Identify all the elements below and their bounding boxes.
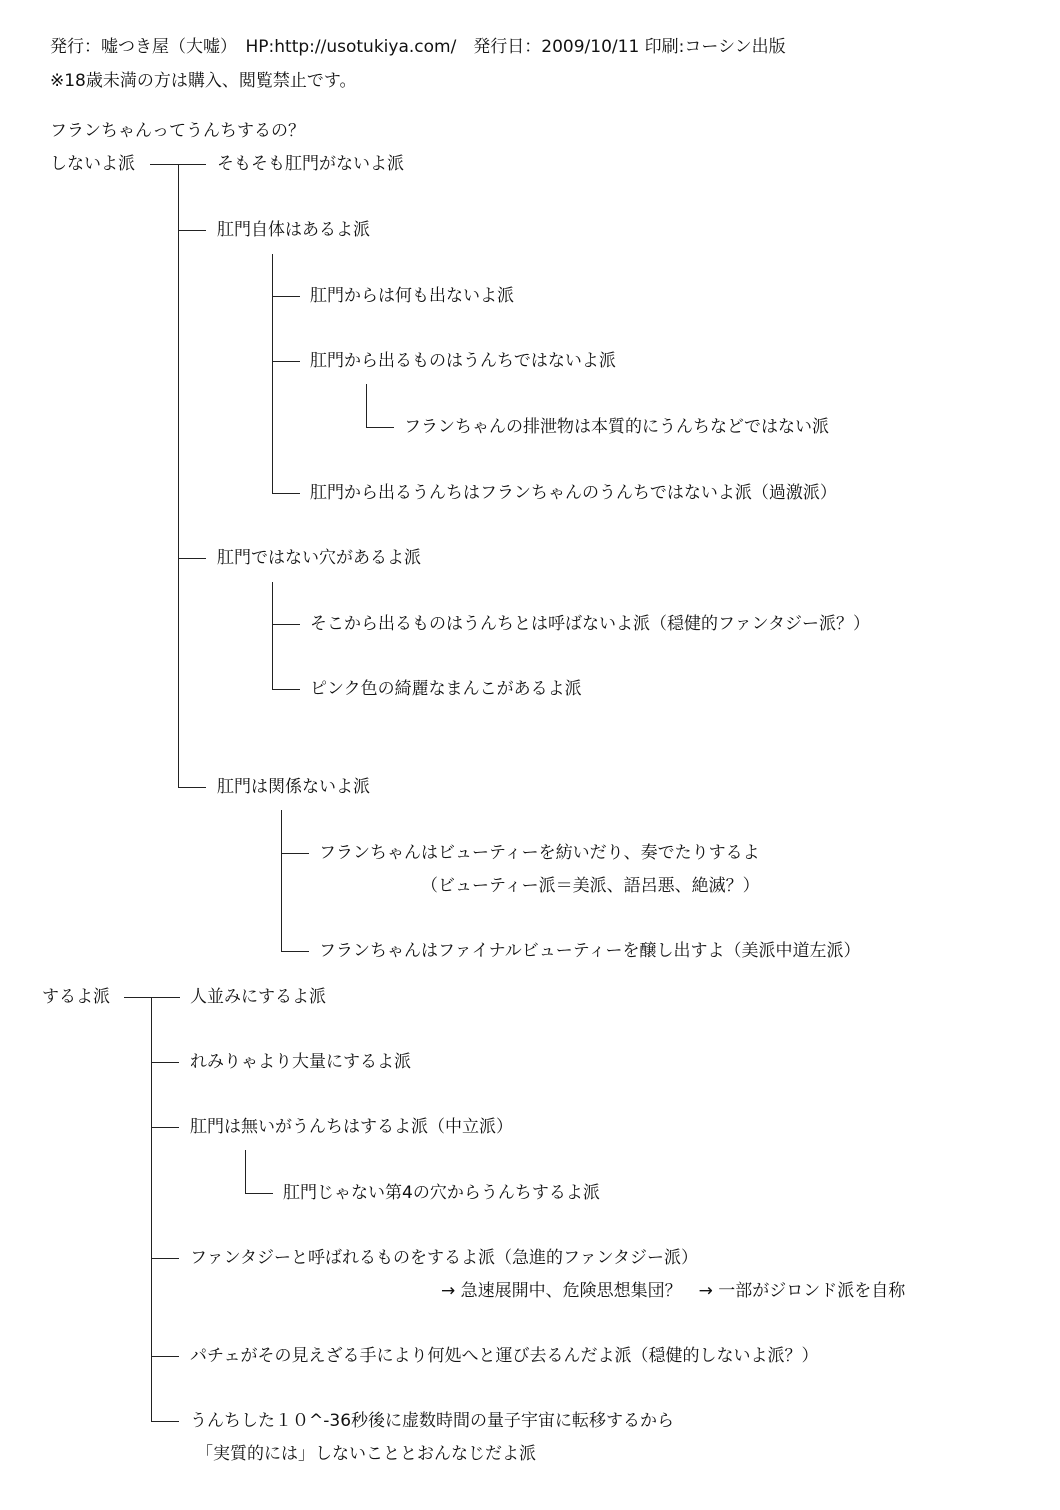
tree-node: フランちゃんの排泄物は本質的にうんちなどではない派 xyxy=(404,417,829,437)
tree-node: 肛門は無いがうんちはするよ派（中立派） xyxy=(190,1117,513,1137)
tree-node: 肛門から出るうんちはフランちゃんのうんちではないよ派（過激派） xyxy=(310,483,837,503)
tree-node: うんちした１０^-36秒後に虚数時間の量子宇宙に転移するから xyxy=(190,1411,675,1431)
tree-line xyxy=(245,1150,246,1194)
tree-connector xyxy=(281,951,309,952)
tree-node: パチェがその見えざる手により何処へと運び去るんだよ派（穏健的しないよ派？） xyxy=(190,1346,819,1366)
tree-node: ファンタジーと呼ばれるものをするよ派（急進的ファンタジー派） xyxy=(190,1248,698,1268)
tree-line xyxy=(178,164,179,788)
tree-note: → 急速展開中、危険思想集団？ → 一部がジロンド派を自称 xyxy=(441,1281,906,1301)
tree-connector xyxy=(272,361,300,362)
tree-connector xyxy=(151,1356,179,1357)
tree-connector xyxy=(151,1421,179,1422)
publisher-info: 発行：嘘つき屋（大嘘） HP:http://usotukiya.com/ 発行日：2009/10/11 印刷:コーシン出版 xyxy=(50,37,786,57)
tree-node: フランちゃんはビューティーを紡いだり、奏でたりするよ xyxy=(319,843,760,863)
tree-connector xyxy=(178,230,206,231)
tree-root-shinai: しないよ派 xyxy=(50,154,135,174)
tree-line xyxy=(366,384,367,428)
tree-root-suru: するよ派 xyxy=(42,987,110,1007)
age-warning: ※18歳未満の方は購入、閲覧禁止です。 xyxy=(50,71,357,91)
tree-node: 肛門ではない穴があるよ派 xyxy=(217,548,421,568)
tree-node: 肛門からは何も出ないよ派 xyxy=(310,286,514,306)
tree-connector xyxy=(366,427,394,428)
tree-node: ピンク色の綺麗なまんこがあるよ派 xyxy=(310,679,582,699)
tree-line xyxy=(151,997,152,1422)
tree-connector xyxy=(151,1127,179,1128)
tree-connector xyxy=(272,689,300,690)
tree-connector xyxy=(178,787,206,788)
tree-node: そこから出るものはうんちとは呼ばないよ派（穏健的ファンタジー派？） xyxy=(310,614,870,634)
question-title: フランちゃんってうんちするの？ xyxy=(50,121,305,141)
tree-node: 肛門から出るものはうんちではないよ派 xyxy=(310,351,616,371)
tree-connector xyxy=(124,997,180,998)
tree-connector xyxy=(281,853,309,854)
tree-connector xyxy=(151,1062,179,1063)
tree-line xyxy=(272,254,273,494)
tree-connector xyxy=(245,1193,273,1194)
tree-node: そもそも肛門がないよ派 xyxy=(217,154,404,174)
tree-node-continued: 「実質的には」しないこととおんなじだよ派 xyxy=(196,1444,536,1464)
tree-connector xyxy=(272,493,300,494)
tree-connector xyxy=(272,296,300,297)
tree-line xyxy=(272,582,273,690)
tree-connector xyxy=(151,1258,179,1259)
tree-note: （ビューティー派＝美派、語呂悪、絶滅？） xyxy=(421,876,760,896)
tree-connector xyxy=(178,558,206,559)
tree-node: 肛門自体はあるよ派 xyxy=(217,220,370,240)
tree-connector xyxy=(272,624,300,625)
tree-node: 肛門じゃない第4の穴からうんちするよ派 xyxy=(283,1183,600,1203)
tree-node: 人並みにするよ派 xyxy=(190,987,326,1007)
tree-node: 肛門は関係ないよ派 xyxy=(217,777,370,797)
tree-node: フランちゃんはファイナルビューティーを醸し出すよ（美派中道左派） xyxy=(319,941,861,961)
tree-node: れみりゃより大量にするよ派 xyxy=(190,1052,411,1072)
tree-line xyxy=(281,810,282,952)
